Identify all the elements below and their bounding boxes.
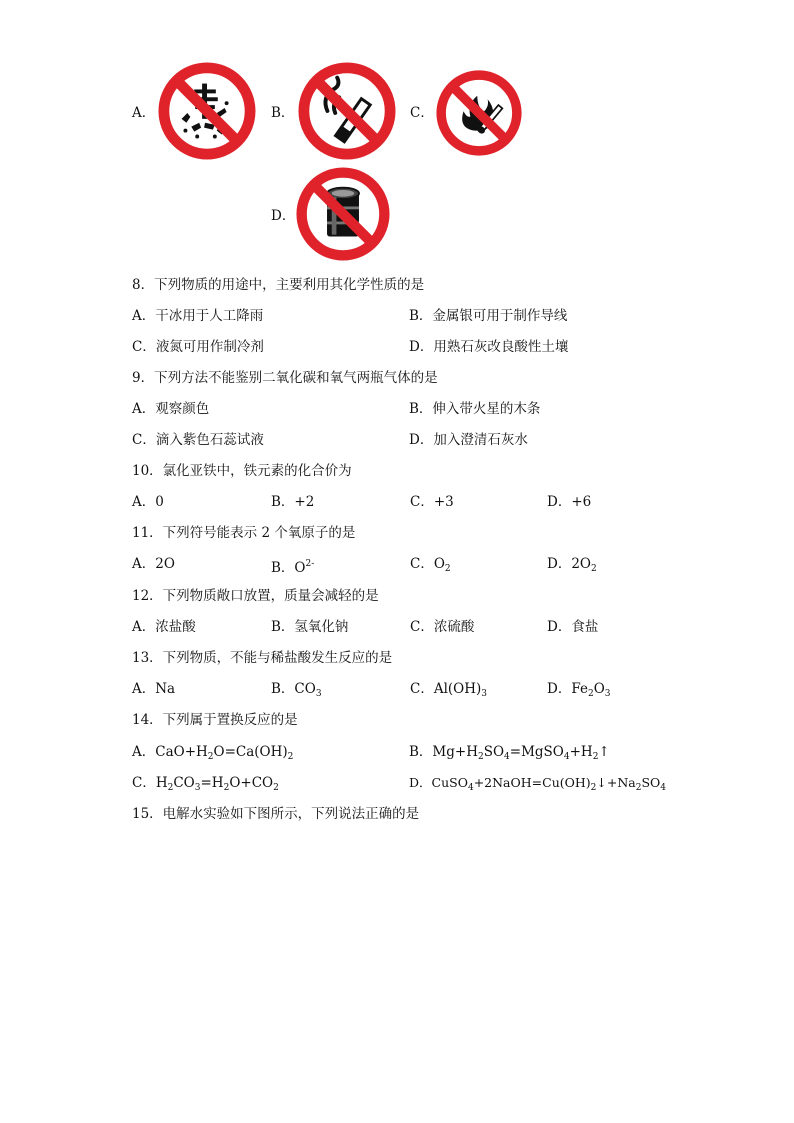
q9-option-d: D．加入澄清石灰水 — [409, 432, 528, 448]
question-12-stem: 12．下列物质敞口放置，质量会减轻的是 — [132, 588, 379, 604]
q11-option-d: D．$2O_2$ — [547, 556, 597, 574]
q13-option-c: C．$Al(OH)_3$ — [410, 681, 488, 699]
q14-option-d: D．$CuSO_4+2NaOH=Cu(OH)_2↓+Na_2SO_4$ — [409, 775, 667, 793]
q14-option-b: B．$Mg+H_2SO_4=MgSO_4+H_2↑$ — [409, 744, 610, 762]
option-label-a: A． — [132, 105, 156, 121]
q14-option-a: A．$CaO+H_2O=Ca(OH)_2$ — [132, 744, 294, 762]
option-label-b: B． — [271, 105, 295, 121]
question-10-stem: 10．氯化亚铁中，铁元素的化合价为 — [132, 463, 352, 479]
q11-option-a: A．2O — [132, 556, 175, 572]
q13-option-d: D．$Fe_2O_3$ — [547, 681, 611, 699]
q12-option-d: D．食盐 — [547, 619, 599, 635]
q9-option-a: A．观察颜色 — [132, 401, 210, 417]
question-14-stem: 14．下列属于置换反应的是 — [132, 712, 298, 728]
no-open-flame-icon — [436, 70, 522, 156]
q13-option-a: A．Na — [132, 681, 176, 697]
option-label-c: C． — [410, 105, 434, 121]
q13-option-b: B．$CO_3$ — [271, 681, 322, 699]
q8-option-a: A．干冰用于人工降雨 — [132, 308, 264, 324]
q12-option-a: A．浓盐酸 — [132, 619, 196, 635]
q8-option-b: B．金属银可用于制作导线 — [409, 308, 568, 324]
no-firecrackers-icon — [158, 62, 256, 160]
q11-option-b: B．$O^{2-}$ — [271, 559, 315, 576]
q12-option-b: B．氢氧化钠 — [271, 619, 349, 635]
question-8-stem: 8．下列物质的用途中，主要利用其化学性质的是 — [132, 277, 425, 293]
q9-option-c: C．滴入紫色石蕊试液 — [132, 432, 264, 448]
q11-option-c: C．$O_2$ — [410, 556, 451, 574]
q8-option-c: C．液氮可用作制冷剂 — [132, 339, 264, 355]
q8-option-d: D．用熟石灰改良酸性土壤 — [409, 339, 569, 355]
question-9-stem: 9．下列方法不能鉴别二氧化碳和氧气两瓶气体的是 — [132, 370, 438, 386]
question-15-stem: 15．电解水实验如下图所示，下列说法正确的是 — [132, 806, 420, 822]
q10-option-a: A．0 — [132, 494, 164, 510]
q10-option-d: D．+6 — [547, 494, 592, 510]
q14-option-c: C．$H_2CO_3=H_2O+CO_2$ — [132, 775, 279, 793]
option-label-d: D． — [271, 208, 296, 224]
no-oil-drum-icon — [296, 167, 390, 261]
q10-option-b: B．+2 — [271, 494, 315, 510]
question-13-stem: 13．下列物质，不能与稀盐酸发生反应的是 — [132, 650, 393, 666]
question-11-stem: 11．下列符号能表示 2 个氧原子的是 — [132, 525, 356, 541]
no-smoking-icon — [298, 62, 396, 160]
q10-option-c: C．+3 — [410, 494, 454, 510]
q9-option-b: B．伸入带火星的木条 — [409, 401, 541, 417]
q12-option-c: C．浓硫酸 — [410, 619, 475, 635]
